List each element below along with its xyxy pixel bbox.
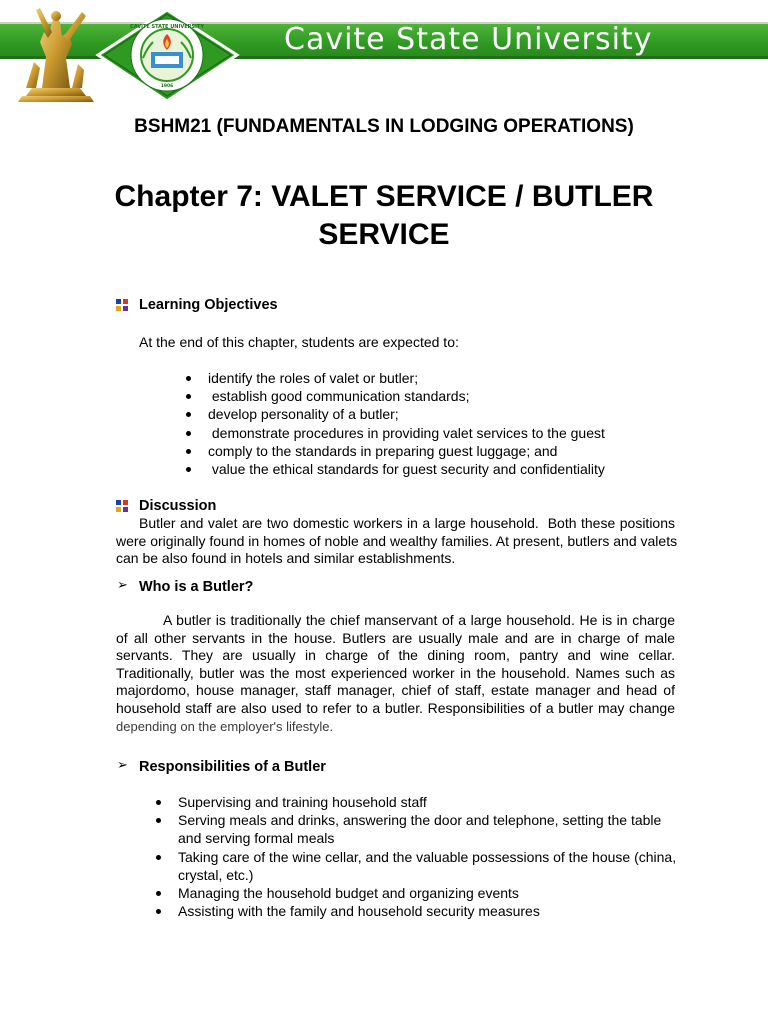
responsibility-item: Supervising and training household staff: [156, 793, 676, 811]
responsibilities-list: [156, 793, 676, 920]
butler-line: of all other servants in the house. Butlers are usually male and are in charge of male: [116, 629, 675, 646]
svg-text:CAVITE STATE UNIVERSITY: CAVITE STATE UNIVERSITY: [130, 24, 204, 30]
discussion-line: Butler and valet are two domestic workers in a large household. Both these positions: [139, 515, 675, 531]
quad-square-icon: [116, 500, 128, 512]
university-header: [0, 0, 768, 110]
discussion-paragraph: [116, 515, 678, 568]
butler-line: household staff are also used to refer to a butler. Responsibilities of a butler may change: [116, 699, 675, 716]
university-name: Cavite State University: [284, 22, 653, 57]
quad-square-icon: [116, 299, 128, 311]
discussion-heading: Discussion: [139, 498, 217, 514]
objective-item: develop personality of a butler;: [186, 405, 605, 423]
chapter-title-line-2: SERVICE: [318, 218, 450, 251]
responsibility-item: Serving meals and drinks, answering the door and telephone, setting the table and serving formal meals: [156, 811, 676, 847]
bullet-icon: [186, 431, 191, 436]
butler-line: Traditionally, butler was the most experienced worker in the household. Names such as: [116, 664, 675, 681]
butler-line: servants. They are usually in charge of the dining room, pantry and wine cellar.: [116, 647, 675, 664]
responsibilities-heading: Responsibilities of a Butler: [139, 759, 326, 775]
objective-item: comply to the standards in preparing guest luggage; and: [186, 442, 605, 460]
objectives-intro: At the end of this chapter, students are expected to:: [139, 334, 459, 350]
butler-line: A butler is traditionally the chief manservant of a large household. He is in charge: [163, 612, 675, 628]
discussion-line: can be also found in hotels and similar establishments.: [116, 550, 456, 567]
bullet-icon: [186, 376, 191, 381]
chapter-title-line-1: Chapter 7: VALET SERVICE / BUTLER: [114, 180, 654, 213]
bullet-icon: [186, 449, 191, 454]
chapter-title: [84, 178, 684, 254]
bullet-icon: [156, 800, 161, 805]
responsibility-item: Taking care of the wine cellar, and the valuable possessions of the house (china, crystal, etc.): [156, 848, 676, 884]
bullet-icon: [156, 891, 161, 896]
responsibility-item: Assisting with the family and household security measures: [156, 902, 676, 920]
objective-item: identify the roles of valet or butler;: [186, 369, 605, 387]
butler-line: depending on the employer's lifestyle.: [116, 718, 334, 734]
svg-text:1906: 1906: [160, 84, 174, 89]
course-title: BSHM21 (FUNDAMENTALS IN LODGING OPERATIONS): [134, 116, 634, 137]
objective-item: demonstrate procedures in providing valet services to the guest: [186, 424, 605, 442]
arrow-bullet-icon: ➢: [117, 578, 128, 593]
objective-item: value the ethical standards for guest security and confidentiality: [186, 460, 605, 478]
bullet-icon: [156, 855, 161, 860]
arrow-bullet-icon: ➢: [117, 758, 128, 773]
butler-line: majordomo, house manager, staff manager, chief of staff, estate manager and head of: [116, 682, 675, 699]
responsibility-item: Managing the household budget and organizing events: [156, 884, 676, 902]
statue-icon: [12, 2, 100, 106]
discussion-line: were originally found in homes of noble and wealthy families. At present, butlers and valets: [116, 532, 678, 549]
university-seal-icon: [95, 8, 240, 103]
objective-item: establish good communication standards;: [186, 387, 605, 405]
who-is-butler-paragraph: [116, 612, 675, 735]
objectives-list: [186, 369, 605, 478]
learning-objectives-heading: Learning Objectives: [139, 297, 278, 313]
bullet-icon: [186, 467, 191, 472]
who-is-butler-heading: Who is a Butler?: [139, 579, 254, 595]
